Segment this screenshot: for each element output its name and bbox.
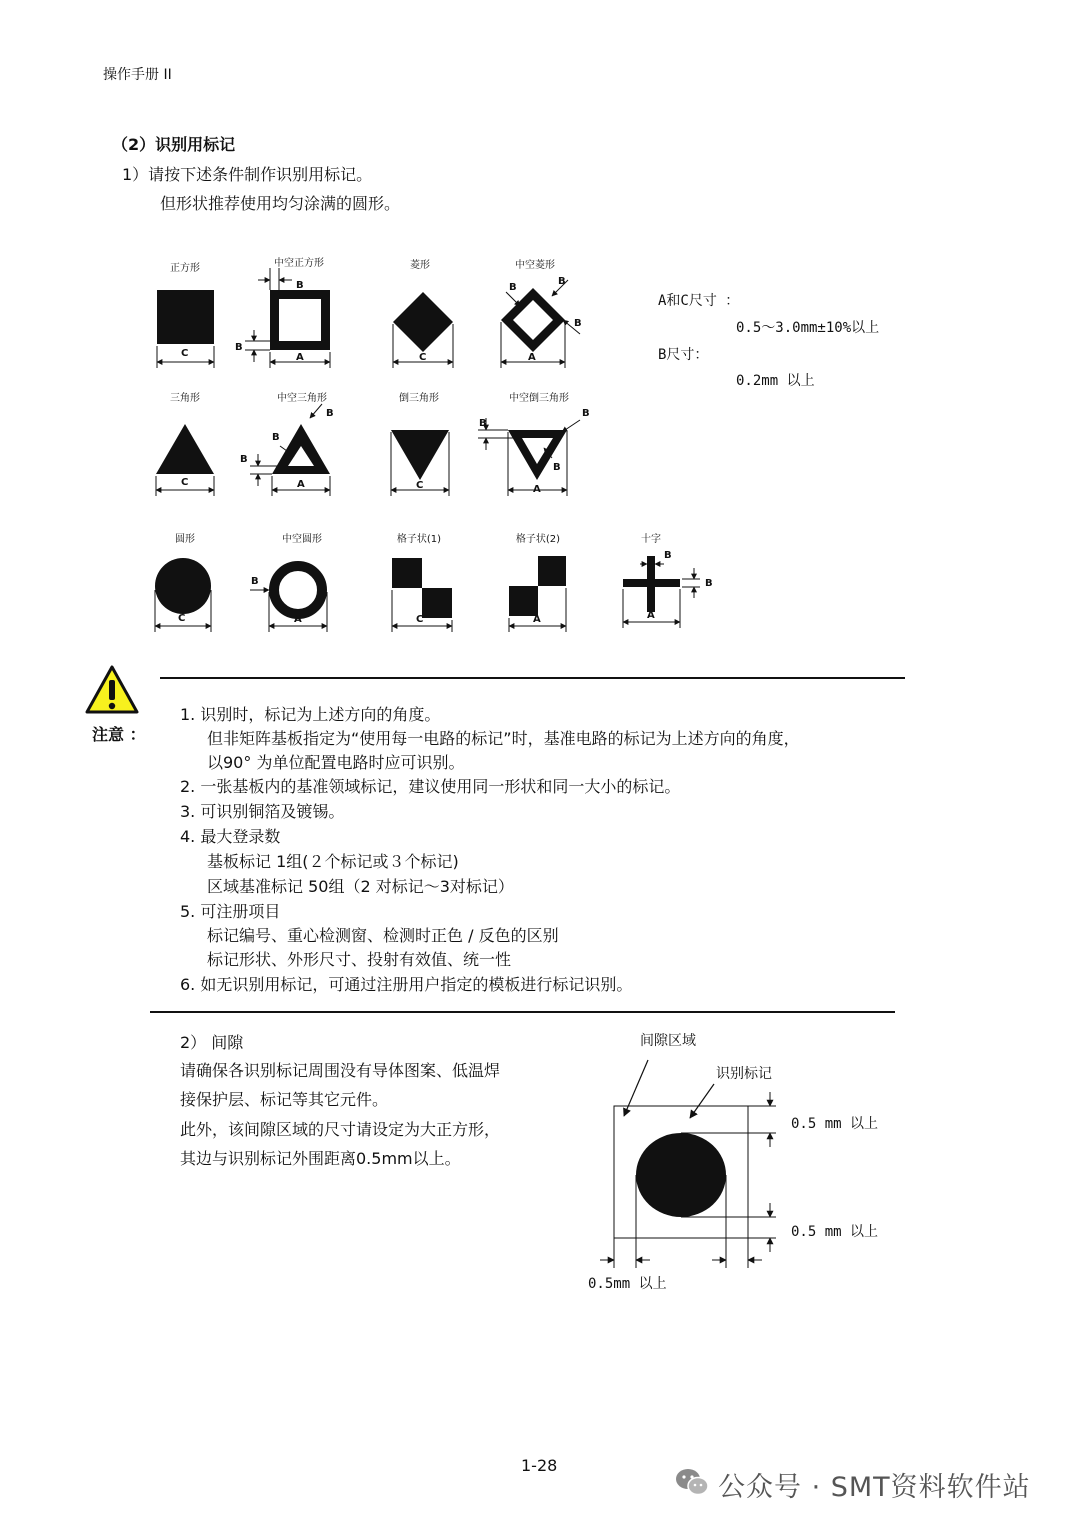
lattice2-top [538,556,566,586]
gap-text-line: 接保护层、标记等其它元件。 [180,1090,389,1109]
dim-b: B [705,578,713,589]
lattice1-top [392,558,422,588]
lattice1-bottom [422,588,452,618]
recognition-mark [636,1133,726,1217]
dim-b: B [240,454,248,465]
gap-dim-left: 0.5mm 以上 [588,1276,667,1292]
caution-item: 1. 识别时，标记为上述方向的角度。 [180,705,441,724]
label-triangle: 三角形 [170,393,200,404]
caution-item: 4. 最大登录数 [180,827,281,846]
dim-a: A [533,484,541,495]
dim-c: C [416,614,424,625]
caution-bottom-rule [150,1011,895,1013]
lattice2-bottom [509,586,538,616]
gap-diagram [580,1040,820,1280]
circle-shape [155,558,211,614]
mark-shapes-diagram [0,0,760,660]
dim-a: A [647,610,655,621]
dim-c: C [416,480,424,491]
dim-a: A [294,614,302,625]
watermark-text: 公众号 · SMT资料软件站 [718,1472,1031,1503]
warning-icon [84,664,140,716]
spec-b-label: B尺寸： [658,347,709,363]
label-hollow-square: 中空正方形 [274,258,324,269]
gap-text-line: 此外，该间隙区域的尺寸请设定为大正方形， [180,1120,501,1139]
dim-b: B [272,432,280,443]
label-hollow-triangle: 中空三角形 [277,393,327,404]
dim-c: C [181,348,189,359]
caution-item: 5. 可注册项目 [180,902,281,921]
dim-b: B [251,576,259,587]
square-shape [157,290,214,344]
caution-label: 注意 ： [92,725,146,744]
dim-b: B [326,408,334,419]
label-hollow-diamond: 中空菱形 [515,260,555,271]
cross-horizontal [623,579,680,587]
caution-item: 基板标记 1组(２个标记或３个标记) [207,852,459,871]
dim-a: A [297,479,305,490]
dim-b: B [574,318,582,329]
dim-b: B [553,462,561,473]
inverted-triangle-shape [391,430,449,480]
gap-area-label: 间隙区域 [640,1033,696,1049]
instruction-line-2: 但形状推荐使用均匀涂满的圆形。 [160,194,401,213]
dim-b: B [296,280,304,291]
page-number: 1-28 [521,1456,558,1475]
caution-item: 6. 如无识别用标记，可通过注册用户指定的模板进行标记识别。 [180,975,633,994]
document-header: 操作手册 II [103,67,172,83]
label-square: 正方形 [170,263,200,274]
dim-a: A [533,614,541,625]
dim-c: C [419,352,427,363]
label-inverted-triangle: 倒三角形 [399,393,439,404]
caution-item: 2. 一张基板内的基准领域标记，建议使用同一形状和同一大小的标记。 [180,777,681,796]
dim-a: A [528,352,536,363]
label-lattice-2: 格子状(2) [515,534,561,545]
caution-item: 以90° 为单位配置电路时应可识别。 [207,753,465,772]
triangle-shape [156,424,214,474]
dim-b: B [664,550,672,561]
gap-text-line: 请确保各识别标记周围没有导体图案、低温焊 [180,1061,501,1080]
instruction-line-1: 1）请按下述条件制作识别用标记。 [122,165,373,184]
gap-title: 2） 间隙 [180,1033,244,1052]
dim-b: B [509,282,517,293]
dim-c: C [181,477,189,488]
label-lattice-1: 格子状(1) [396,534,442,545]
hollow-circle-shape [274,566,322,614]
dim-b: B [235,342,243,353]
spec-ac-label: A和C尺寸 ： [658,293,740,309]
wechat-icon [674,1466,710,1498]
label-circle: 圆形 [175,534,195,545]
label-hollow-circle: 中空圆形 [282,534,322,545]
spec-ac-value: 0.5～3.0mm±10%以上 [736,320,880,336]
caution-item: 3. 可识别铜箔及镀锡。 [180,802,345,821]
diamond-shape [393,292,453,352]
section-title: （2）识别用标记 [112,135,236,154]
dim-b: B [479,418,487,429]
gap-text-line: 其边与识别标记外围距离0.5mm以上。 [180,1149,461,1168]
recognition-mark-label: 识别标记 [716,1066,772,1082]
gap-dim-bottom: 0.5 mm 以上 [791,1224,879,1240]
dim-c: C [178,613,186,624]
dim-b: B [558,276,566,287]
caution-item: 标记编号、重心检测窗、检测时正色 / 反色的区别 [207,926,559,945]
caution-item: 标记形状、外形尺寸、投射有效值、统一性 [207,950,512,969]
caution-item: 但非矩阵基板指定为“使用每一电路的标记”时，基准电路的标记为上述方向的角度， [207,729,800,748]
gap-dim-top: 0.5 mm 以上 [791,1116,879,1132]
dim-a: A [296,352,304,363]
label-diamond: 菱形 [410,260,430,271]
dim-b: B [582,408,590,419]
label-hollow-inverted-triangle: 中空倒三角形 [509,393,569,404]
caution-top-rule [160,677,905,679]
spec-b-value: 0.2mm 以上 [736,373,815,389]
caution-item: 区域基准标记 50组（2 对标记～3对标记） [207,877,514,896]
hollow-diamond-shape [501,288,565,352]
label-cross: 十字 [641,534,661,545]
